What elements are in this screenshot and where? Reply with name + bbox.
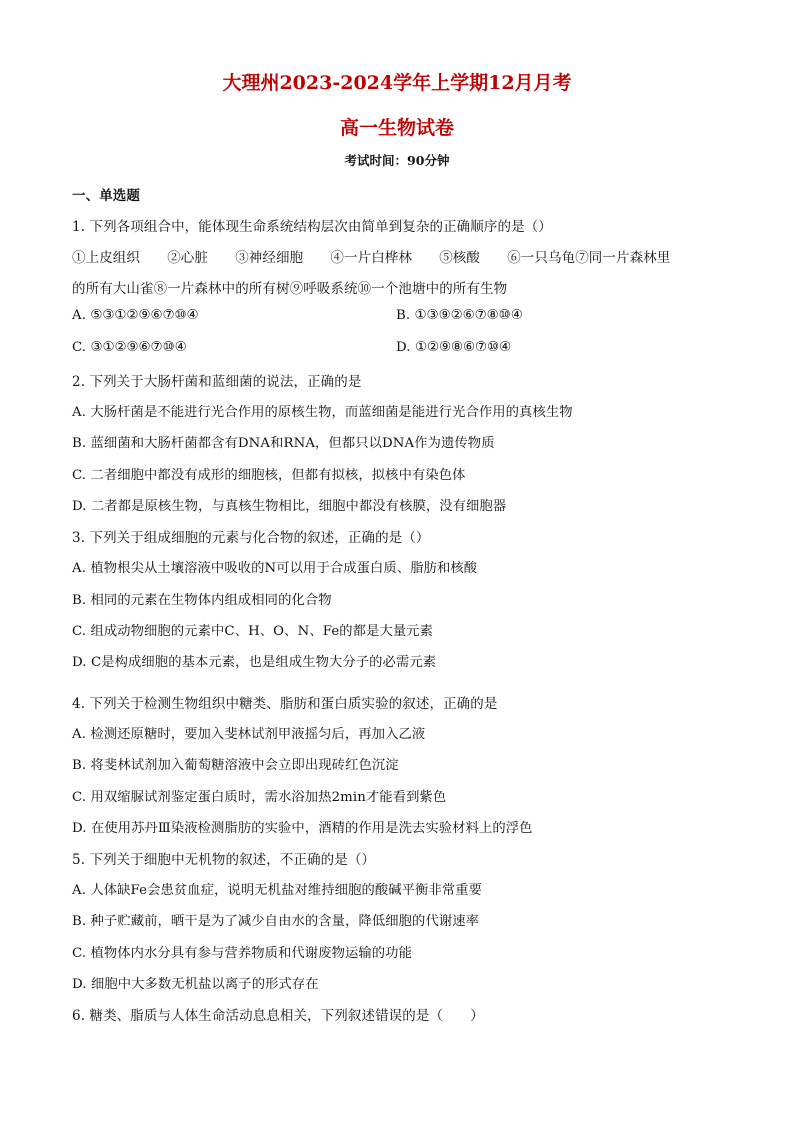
question-4-option-b: B. 将斐林试剂加入葡萄糖溶液中会立即出现砖红色沉淀 xyxy=(72,758,399,773)
question-3-stem: 3. 下列关于组成细胞的元素与化合物的叙述，正确的是（） xyxy=(72,530,430,546)
question-4-option-d: D. 在使用苏丹Ⅲ染液检测脂肪的实验中，酒精的作用是洗去实验材料上的浮色 xyxy=(72,821,533,836)
question-1-option-c: C. ③①②⑨⑥⑦⑩④ xyxy=(72,340,187,355)
question-3-option-d: D. C是构成细胞的基本元素，也是组成生物大分子的必需元素 xyxy=(72,655,437,670)
question-6-stem: 6. 糖类、脂质与人体生命活动息息相关，下列叙述错误的是（ ） xyxy=(72,1008,484,1024)
exam-time: 考试时间：90分钟 xyxy=(344,153,450,168)
question-5-option-c: C. 植物体内水分具有参与营养物质和代谢废物运输的功能 xyxy=(72,946,412,961)
question-1-option-d: D. ①②⑨⑧⑥⑦⑩④ xyxy=(396,340,512,355)
question-1-stem: 1. 下列各项组合中，能体现生命系统结构层次由简单到复杂的正确顺序的是（） xyxy=(72,219,552,235)
question-1-option-a: A. ⑤③①②⑨⑥⑦⑩④ xyxy=(72,308,199,323)
question-3-option-c: C. 组成动物细胞的元素中C、H、O、N、Fe的都是大量元素 xyxy=(72,624,434,639)
question-3-option-b: B. 相同的元素在生物体内组成相同的化合物 xyxy=(72,593,332,608)
question-2-option-c: C. 二者细胞中都没有成形的细胞核，但都有拟核，拟核中有染色体 xyxy=(72,468,466,483)
question-1-stem-line-3: 的所有大山雀⑧一片森林中的所有树⑨呼吸系统⑩一个池塘中的所有生物 xyxy=(72,281,508,297)
question-3-option-a: A. 植物根尖从土壤溶液中吸收的N可以用于合成蛋白质、脂肪和核酸 xyxy=(72,561,478,576)
exam-subtitle: 高一生物试卷 xyxy=(339,117,454,139)
question-5-option-d: D. 细胞中大多数无机盐以离子的形式存在 xyxy=(72,977,319,992)
question-4-option-c: C. 用双缩脲试剂鉴定蛋白质时，需水浴加热2min才能看到紫色 xyxy=(72,790,447,805)
question-2-stem: 2. 下列关于大肠杆菌和蓝细菌的说法，正确的是 xyxy=(72,374,362,390)
question-1-stem-line-2: ①上皮组织 ②心脏 ③神经细胞 ④一片白桦林 ⑤核酸 ⑥一只乌龟⑦同一片森林里 xyxy=(72,250,671,266)
section-heading: 一、单选题 xyxy=(72,188,140,204)
question-2-option-d: D. 二者都是原核生物，与真核生物相比，细胞中都没有核膜，没有细胞器 xyxy=(72,499,507,514)
question-1-option-b: B. ①③⑨②⑥⑦⑧⑩④ xyxy=(396,308,523,323)
question-2-option-a: A. 大肠杆菌是不能进行光合作用的原核生物，而蓝细菌是能进行光合作用的真核生物 xyxy=(72,405,573,420)
question-5-stem: 5. 下列关于细胞中无机物的叙述，不正确的是（） xyxy=(72,852,376,868)
question-4-stem: 4. 下列关于检测生物组织中糖类、脂肪和蛋白质实验的叙述，正确的是 xyxy=(72,696,498,712)
exam-title: 大理州2023-2024学年上学期12月月考 xyxy=(222,72,572,94)
question-2-option-b: B. 蓝细菌和大肠杆菌都含有DNA和RNA，但都只以DNA作为遗传物质 xyxy=(72,436,495,451)
question-5-option-b: B. 种子贮藏前，晒干是为了减少自由水的含量，降低细胞的代谢速率 xyxy=(72,914,480,929)
question-4-option-a: A. 检测还原糖时，要加入斐林试剂甲液摇匀后，再加入乙液 xyxy=(72,727,426,742)
question-5-option-a: A. 人体缺Fe会患贫血症，说明无机盐对维持细胞的酸碱平衡非常重要 xyxy=(72,883,483,898)
